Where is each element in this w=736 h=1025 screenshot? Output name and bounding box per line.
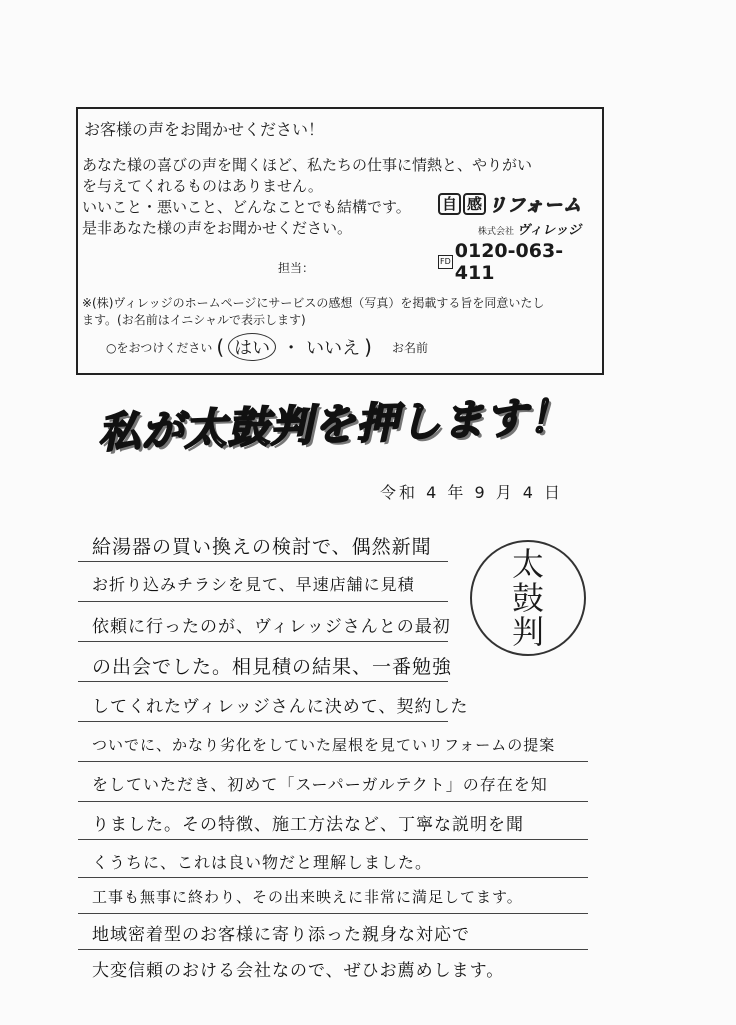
form-body-line: いいこと・悪いこと、どんなことでも結構です。: [82, 198, 411, 216]
stamp-char: 鼓: [511, 579, 544, 617]
form-title: お客様の声をお聞かせください！: [84, 120, 325, 139]
logo-kan-mark-2: 感: [463, 193, 486, 215]
stamp-char: 太: [511, 545, 544, 583]
ruled-line: [78, 600, 448, 602]
separator-dot: ・: [282, 338, 301, 359]
ruled-line: [78, 560, 448, 562]
consent-row: [106, 333, 428, 361]
consent-prompt: ○をおつけください: [106, 340, 213, 355]
handwritten-line: お折り込みチラシを見て、早速店舗に見積: [92, 575, 415, 594]
consent-no-option[interactable]: いいえ: [306, 338, 361, 359]
ruled-line: [78, 876, 588, 878]
ruled-line: [78, 912, 588, 914]
handwritten-line: 給湯器の買い換えの検討で、偶然新聞: [92, 536, 432, 558]
notice-line: ます。(お名前はイニシャルで表示します): [82, 313, 306, 327]
name-label: お名前: [391, 340, 428, 355]
staff-label: 担当：: [278, 261, 315, 275]
consent-yes-option[interactable]: はい: [228, 333, 276, 361]
ruled-line: [78, 838, 588, 840]
ruled-line: [78, 948, 588, 950]
ruled-line: [78, 760, 588, 762]
paren-open: (: [216, 335, 225, 359]
form-body-line: あなた様の喜びの声を聞くほど、私たちの仕事に情熱と、やりがい: [82, 156, 533, 174]
notice-line: ※(株)ヴィレッジのホームページにサービスの感想（写真）を掲載する旨を同意いたし: [82, 296, 545, 310]
phone-number: 0120-063-411: [454, 240, 564, 284]
handwritten-line: 依頼に行ったのが、ヴィレッジさんとの最初: [92, 617, 451, 637]
handwritten-line: ついでに、かなり劣化をしていた屋根を見ていリフォームの提案: [92, 736, 556, 754]
handwritten-line: 大変信頼のおける会社なので、ぜひお薦めします。: [92, 961, 505, 981]
handwritten-line: 地域密着型のお客様に寄り添った親身な対応で: [92, 925, 470, 945]
handwritten-line: くうちに、これは良い物だと理解しました。: [92, 853, 433, 872]
handwritten-line: をしていただき、初めて「スーパーガルテクト」の存在を知: [92, 775, 548, 794]
headline: 私が太鼓判を押します！: [97, 391, 572, 458]
logo-company: [478, 219, 588, 238]
ruled-line: [78, 800, 588, 802]
ruled-line: [78, 680, 448, 682]
logo-tel: [438, 240, 588, 284]
handwritten-line: りました。その特徴、施工方法など、丁寧な説明を聞: [92, 815, 524, 835]
ruled-line: [78, 720, 448, 722]
ruled-line: [78, 640, 448, 642]
logo-name: リフォーム: [488, 195, 583, 216]
logo-kan-mark: 自: [438, 193, 461, 215]
handwritten-line: の出会でした。相見積の結果、一番勉強: [92, 656, 453, 678]
handwritten-line: 工事も無事に終わり、その出来映えに非常に満足してます。: [92, 888, 523, 906]
form-body-line: を与えてくれるものはありません。: [82, 177, 323, 195]
handwritten-line: してくれたヴィレッジさんに決めて、契約した: [92, 697, 469, 717]
company-name: ヴィレッジ: [516, 223, 581, 238]
company-logo: [438, 191, 588, 284]
customer-voice-form: [76, 107, 604, 375]
paren-close: ): [364, 335, 372, 359]
consent-notice: [82, 295, 598, 329]
company-prefix: 株式会社: [478, 227, 515, 237]
logo-main: [438, 191, 588, 217]
date: 令和 4 年 9 月 4 日: [380, 483, 564, 502]
stamp-char: 判: [511, 613, 544, 651]
form-body-line: 是非あなた様の声をお聞かせください。: [82, 219, 353, 237]
free-dial-icon: FD: [438, 255, 453, 269]
taikoban-stamp: [470, 540, 586, 656]
